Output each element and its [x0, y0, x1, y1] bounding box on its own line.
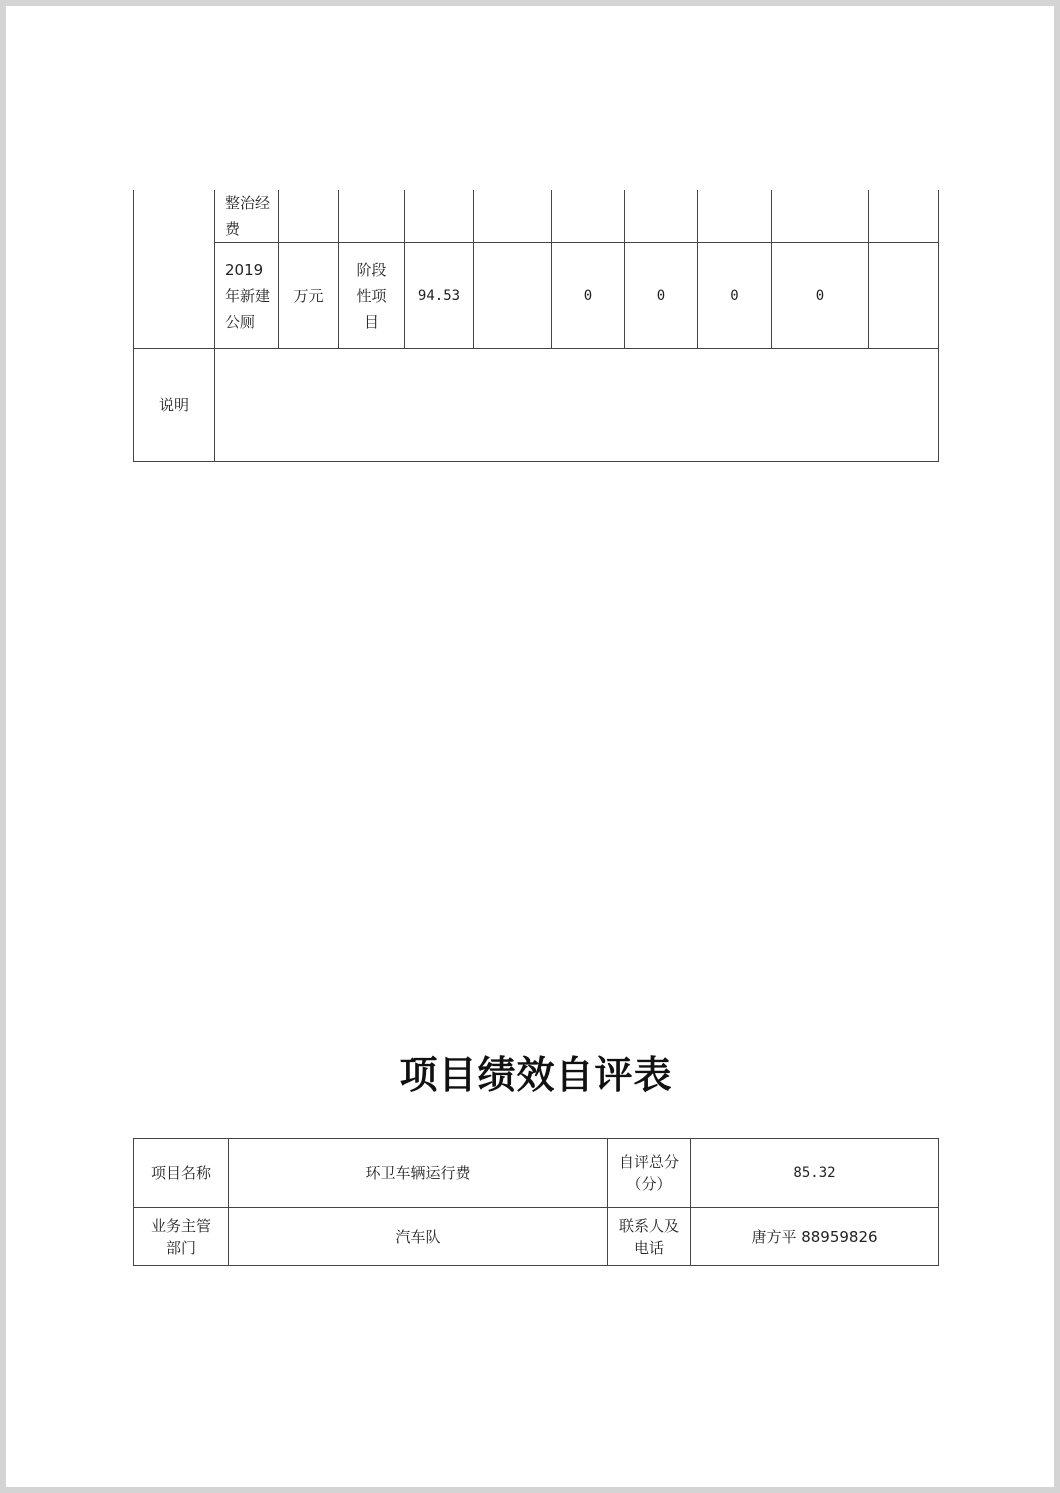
type-cell: 阶段性项目 [339, 243, 405, 349]
value-cell: 0 [698, 243, 772, 349]
project-name-label: 项目名称 [134, 1139, 229, 1208]
table-row [134, 349, 939, 462]
score-label: 自评总分（分） [608, 1139, 691, 1208]
label-cell [134, 190, 215, 349]
value-cell: 0 [552, 243, 625, 349]
project-name-value: 环卫车辆运行费 [229, 1139, 608, 1208]
contact-value: 唐方平 88959826 [691, 1208, 939, 1266]
unit-cell: 万元 [279, 243, 339, 349]
document-page [6, 6, 1054, 1487]
table-row [134, 1139, 939, 1208]
budget-table-continuation [133, 190, 939, 462]
table-row [134, 1208, 939, 1266]
project-info-table [133, 1138, 939, 1266]
item-name-cell: 2019年新建公厕 [215, 243, 279, 349]
note-content [215, 349, 939, 462]
dept-value: 汽车队 [229, 1208, 608, 1266]
value-cell: 0 [625, 243, 698, 349]
table-row [134, 190, 939, 243]
item-name-cell: 整治经费 [215, 190, 279, 243]
note-label: 说明 [134, 349, 215, 462]
contact-label: 联系人及电话 [608, 1208, 691, 1266]
score-value: 85.32 [691, 1139, 939, 1208]
page-title: 项目绩效自评表 [399, 1052, 673, 1097]
table-row [134, 243, 939, 349]
value-cell: 94.53 [405, 243, 474, 349]
value-cell: 0 [772, 243, 869, 349]
dept-label: 业务主管部门 [134, 1208, 229, 1266]
